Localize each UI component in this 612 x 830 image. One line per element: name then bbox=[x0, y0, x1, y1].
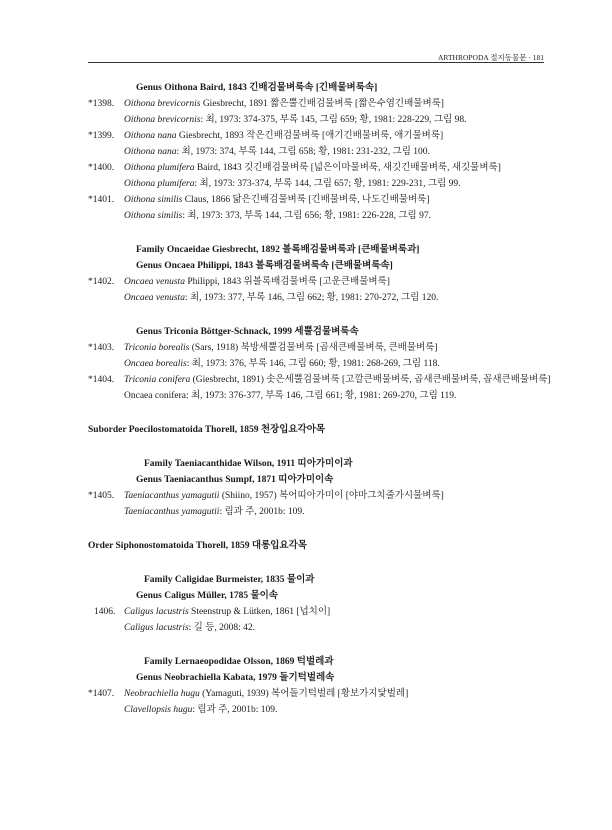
species-entry-1402 bbox=[88, 274, 558, 290]
spacer bbox=[88, 554, 558, 572]
reference-text: : 림과 주, 2001b: 109. bbox=[192, 705, 278, 715]
reference-text: : 최, 1973: 374-375, 부록 145, 그림 659; 황, 1981: 228-229, 그림 98. bbox=[200, 115, 467, 125]
species-entry-1400 bbox=[88, 160, 558, 176]
species-name: Oithona similis bbox=[124, 195, 183, 205]
reference-line bbox=[88, 144, 558, 160]
entry-number: *1404. bbox=[88, 375, 115, 385]
reference-species: Oithona brevicornis bbox=[124, 115, 201, 125]
reference-line bbox=[88, 356, 558, 372]
family-heading-taeniacanthidae: Family Taeniacanthidae Wilson, 1911 띠아가미이과 bbox=[144, 459, 353, 469]
reference-text: : 최, 1973: 373, 부록 144, 그림 656; 황, 1981: 226-228, 그림 97. bbox=[182, 211, 431, 221]
species-entry-1403 bbox=[88, 340, 558, 356]
reference-line bbox=[88, 388, 558, 404]
reference-species: Taeniacanthus yamagutii bbox=[124, 507, 220, 517]
species-entry-1401 bbox=[88, 192, 558, 208]
spacer bbox=[88, 520, 558, 538]
reference-text: : 길 등, 2008: 42. bbox=[188, 623, 256, 633]
reference-text: : 최, 1973: 377, 부록 146, 그림 662; 황, 1981: 270-272, 그림 120. bbox=[184, 293, 439, 303]
species-authority: (Sars, 1918) 북방세뿔검물벼룩 [곱새큰배물벼룩, 큰배물벼룩] bbox=[189, 343, 438, 353]
spacer bbox=[88, 224, 558, 242]
genus-heading-taeniacanthus: Genus Taeniacanthus Sumpf, 1871 띠아가미이속 bbox=[136, 475, 334, 485]
species-authority: Baird, 1843 깃긴배검물벼룩 [넓은이마물벼룩, 새깃긴배물벼룩, 새깃물벼룩] bbox=[194, 163, 501, 173]
entry-number: *1405. bbox=[88, 491, 115, 501]
reference-text: : 최, 1973: 376, 부록 146, 그림 660; 황, 1981: 268-269, 그림 118. bbox=[186, 359, 440, 369]
entry-number: *1401. bbox=[88, 195, 115, 205]
species-entry-1405 bbox=[88, 488, 558, 504]
species-authority: (Giesbrecht, 1891) 솟은세뿔검물벼룩 [고깔큰배물벼룩, 곱새큰배물벼룩, 꼽새큰배물벼룩] bbox=[190, 375, 551, 385]
species-name: Oncaea venusta bbox=[124, 277, 185, 287]
species-name: Oithona nana bbox=[124, 131, 177, 141]
entry-number: 1406. bbox=[94, 607, 116, 617]
entry-number: *1402. bbox=[88, 277, 115, 287]
reference-species: Oithona similis bbox=[124, 211, 183, 221]
order-heading: Order Siphonostomatoida Thorell, 1859 대롱입요각목 bbox=[88, 541, 307, 551]
reference-line bbox=[88, 620, 558, 636]
species-name: Neobrachiella hugu bbox=[124, 689, 200, 699]
spacer bbox=[88, 636, 558, 654]
reference-species: Oncaea venusta bbox=[124, 293, 185, 303]
entry-number: *1398. bbox=[88, 99, 115, 109]
species-authority: Claus, 1866 닮은긴배검물벼룩 [긴배물벼룩, 나도긴배물벼룩] bbox=[182, 195, 430, 205]
family-heading-lernaeopodidae: Family Lernaeopodidae Olsson, 1869 턱벌레과 bbox=[144, 657, 334, 667]
family-heading-oncaeidae: Family Oncaeidae Giesbrecht, 1892 볼록배검물벼룩과 [큰배물벼룩과] bbox=[136, 245, 420, 255]
genus-heading-triconia: Genus Triconia Böttger-Schnack, 1999 세뿔검물벼룩속 bbox=[136, 327, 359, 337]
species-authority: Giesbrecht, 1891 짧은뿔긴배검물벼룩 [짧은수염긴배물벼룩] bbox=[200, 99, 444, 109]
species-entry-1398 bbox=[88, 96, 558, 112]
reference-species: Oithona plumifera bbox=[124, 179, 195, 189]
reference-text: : 림과 주, 2001b: 109. bbox=[219, 507, 305, 517]
reference-line bbox=[88, 290, 558, 306]
reference-line bbox=[88, 208, 558, 224]
entry-number: *1399. bbox=[88, 131, 115, 141]
species-authority: (Yamaguti, 1939) 복어돌기턱벌레 [황보가지닻벌레] bbox=[199, 689, 409, 699]
species-authority: Steenstrup & Lütken, 1861 [넙치이] bbox=[188, 607, 331, 617]
reference-text: : 최, 1973: 374, 부록 144, 그림 658; 황, 1981: 231-232, 그림 100. bbox=[176, 147, 430, 157]
species-name: Triconia borealis bbox=[124, 343, 190, 353]
species-authority: Philippi, 1843 위볼록배검물벼룩 [고운큰배물벼룩] bbox=[184, 277, 390, 287]
genus-heading-oncaea: Genus Oncaea Philippi, 1843 볼록배검물벼룩속 [큰배물벼룩속] bbox=[136, 261, 393, 271]
reference-species: Caligus lacustris bbox=[124, 623, 189, 633]
entry-number: *1403. bbox=[88, 343, 115, 353]
genus-heading-neobrachiella: Genus Neobrachiella Kabata, 1979 돌기턱벌레속 bbox=[136, 673, 335, 683]
species-entry-1406 bbox=[88, 604, 558, 620]
reference-line bbox=[88, 112, 558, 128]
reference-line bbox=[88, 504, 558, 520]
species-authority: (Shiino, 1957) 복어띠아가미이 [야마그치줄가시물벼룩] bbox=[219, 491, 444, 501]
species-name: Triconia conifera bbox=[124, 375, 191, 385]
species-entry-1399 bbox=[88, 128, 558, 144]
reference-text: Oncaea conifera: 최, 1973: 376-377, 부록 146, 그림 661; 황, 1981: 269-270, 그림 119. bbox=[124, 391, 457, 401]
family-heading-caligidae: Family Caligidae Burmeister, 1835 물이과 bbox=[144, 575, 315, 585]
reference-text: : 최, 1973: 373-374, 부록 144, 그림 657; 황, 1981: 229-231, 그림 99. bbox=[194, 179, 461, 189]
genus-heading-oithona: Genus Oithona Baird, 1843 긴배검물벼룩속 [긴배물벼룩속] bbox=[136, 83, 378, 93]
species-name: Oithona plumifera bbox=[124, 163, 195, 173]
reference-line bbox=[88, 702, 558, 718]
spacer bbox=[88, 438, 558, 456]
reference-species: Clavellopsis hugu bbox=[124, 705, 193, 715]
page-content bbox=[88, 80, 558, 718]
suborder-heading: Suborder Poecilostomatoida Thorell, 1859 천장입요각아목 bbox=[88, 425, 326, 435]
species-name: Oithona brevicornis bbox=[124, 99, 201, 109]
running-header: ARTHROPODA 절지동물문 · 181 bbox=[438, 53, 544, 62]
species-name: Taeniacanthus yamagutii bbox=[124, 491, 220, 501]
entry-number: *1400. bbox=[88, 163, 115, 173]
species-name: Caligus lacustris bbox=[124, 607, 189, 617]
spacer bbox=[88, 404, 558, 422]
species-authority: Giesbrecht, 1893 작은긴배검물벼룩 [애기긴배물벼룩, 애기물벼룩] bbox=[176, 131, 444, 141]
reference-species: Oncaea borealis bbox=[124, 359, 187, 369]
reference-line bbox=[88, 176, 558, 192]
spacer bbox=[88, 306, 558, 324]
species-entry-1404 bbox=[88, 372, 558, 388]
reference-species: Oithona nana bbox=[124, 147, 177, 157]
species-entry-1407 bbox=[88, 686, 558, 702]
entry-number: *1407. bbox=[88, 689, 115, 699]
genus-heading-caligus: Genus Caligus Müller, 1785 물이속 bbox=[136, 591, 278, 601]
